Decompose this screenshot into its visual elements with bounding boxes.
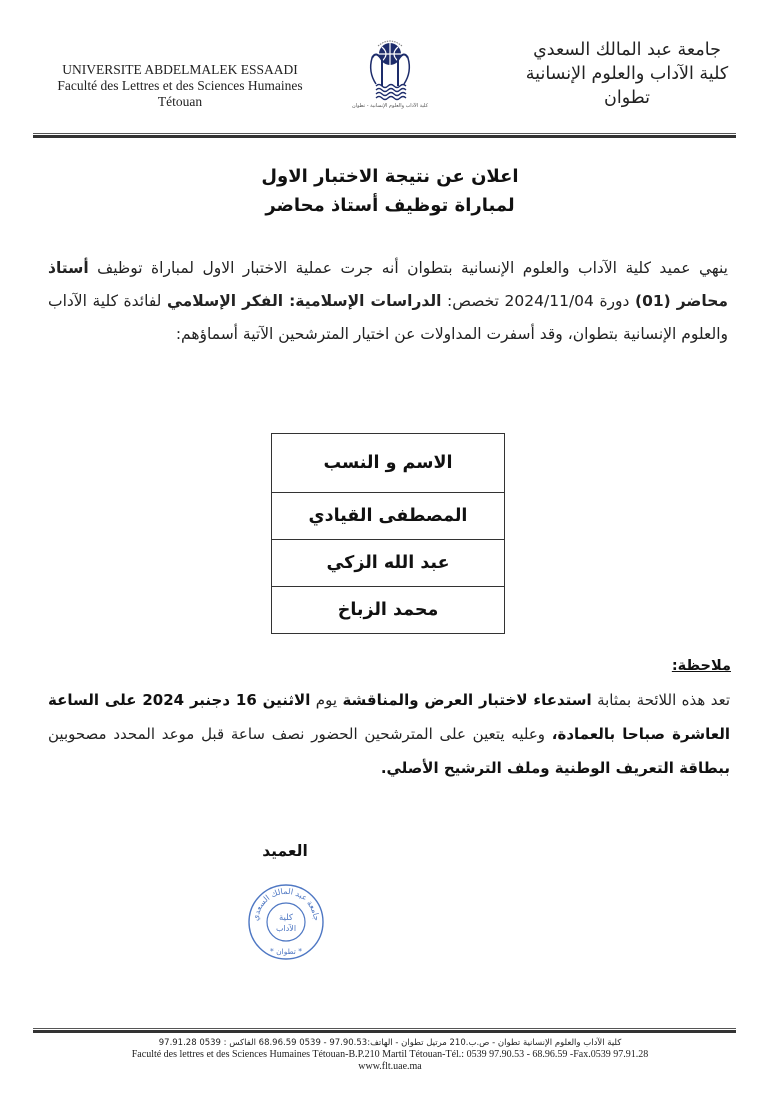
table-row (272, 587, 505, 634)
candidate-name: المصطفى القيادي (272, 493, 505, 540)
university-emblem-icon (350, 36, 430, 108)
paragraph-intro: ينهي عميد كلية الآداب والعلوم الإنسانية بتطوان أنه جرت عملية الاختبار الاول لمباراة توظيف (88, 259, 728, 277)
footer-contact-ar: كلية الآداب والعلوم الإنسانية تطوان - ص.ب.210 مرتيل تطوان - الهاتف:97.90.53 - 0539 68.96.59 الفاكس : 0539 97.91.28 (158, 1038, 622, 1048)
note-label: ملاحظة: (671, 658, 731, 674)
post-title: أستاذ محاضر (01) (48, 259, 728, 310)
university-name-fr: UNIVERSITE ABDELMALEK ESSAADI (62, 62, 298, 77)
faculty-name-ar: كلية الآداب والعلوم الإنسانية (525, 64, 729, 84)
header-divider (33, 133, 736, 139)
note-part-2: يوم (310, 691, 343, 709)
title-line-2: لمباراة توظيف أستاذ محاضر (265, 195, 515, 216)
paragraph-session: دورة 2024/11/04 تخصص: (441, 292, 635, 310)
table-row (272, 540, 505, 587)
footer-website-link[interactable]: www.flt.uae.ma (358, 1061, 422, 1072)
column-header-name: الاسم و النسب (272, 434, 505, 493)
city-name-fr: Tétouan (157, 94, 203, 109)
city-name-ar: تطوان (604, 88, 650, 108)
paragraph-outro: لفائدة كلية الآداب والعلوم الإنسانية بتطوان، وقد أسفرت المداولات عن اختيار المترشحين الآتية أسماؤهم: (48, 292, 728, 343)
table-row (272, 493, 505, 540)
stamp-inner-text-2: الآداب (275, 924, 297, 933)
note-date-time-place: الاثنين 16 دجنبر 2024 على الساعة العاشرة صباحا بالعمادة، (48, 691, 730, 743)
announcement-title (150, 162, 630, 220)
note-required-documents: ببطاقة التعريف الوطنية وملف الترشيح الأصلي. (380, 759, 730, 777)
stamp-bottom-text: * تطوان * (270, 947, 302, 956)
note-convocation: استدعاء لاختبار العرض والمناقشة (342, 691, 592, 709)
university-name-ar: جامعة عبد المالك السعدي (533, 40, 721, 60)
dean-title: العميد (262, 842, 308, 860)
faculty-name-fr: Faculté des Lettres et des Sciences Humaines (57, 78, 303, 93)
specialty: الدراسات الإسلامية: الفكر الإسلامي (166, 292, 442, 310)
stamp-inner-text-1: كلية (279, 913, 293, 923)
announcement-paragraph (48, 252, 728, 351)
candidate-name: محمد الزباخ (272, 587, 505, 634)
official-stamp-icon (246, 882, 326, 962)
header-arabic (517, 38, 737, 110)
footer-divider (33, 1028, 736, 1034)
footer-contact-fr: Faculté des lettres et des Sciences Humaines Tétouan-B.P.210 Martil Tétouan-Tél.: 0539 97.90.53 - 68.96.59 -Fax.0539 97.91.28 (131, 1049, 649, 1060)
logo-caption: كلية الآداب والعلوم الإنسانية - تطوان (352, 103, 428, 109)
title-line-1: اعلان عن نتيجة الاختبار الاول (261, 166, 519, 187)
note-part-1: تعد هذه اللائحة بمثابة (591, 691, 731, 709)
stamp-outer-text: جامعة عبد المالك السعدي (250, 886, 322, 922)
candidate-name: عبد الله الزكي (272, 540, 505, 587)
table-header-row (272, 434, 505, 493)
selected-candidates-table (271, 433, 505, 634)
note-part-3: وعليه يتعين على المترشحين الحضور نصف ساعة قبل موعد المحدد مصحوبين (48, 725, 552, 743)
note-text (48, 683, 730, 785)
header-french (30, 62, 330, 110)
